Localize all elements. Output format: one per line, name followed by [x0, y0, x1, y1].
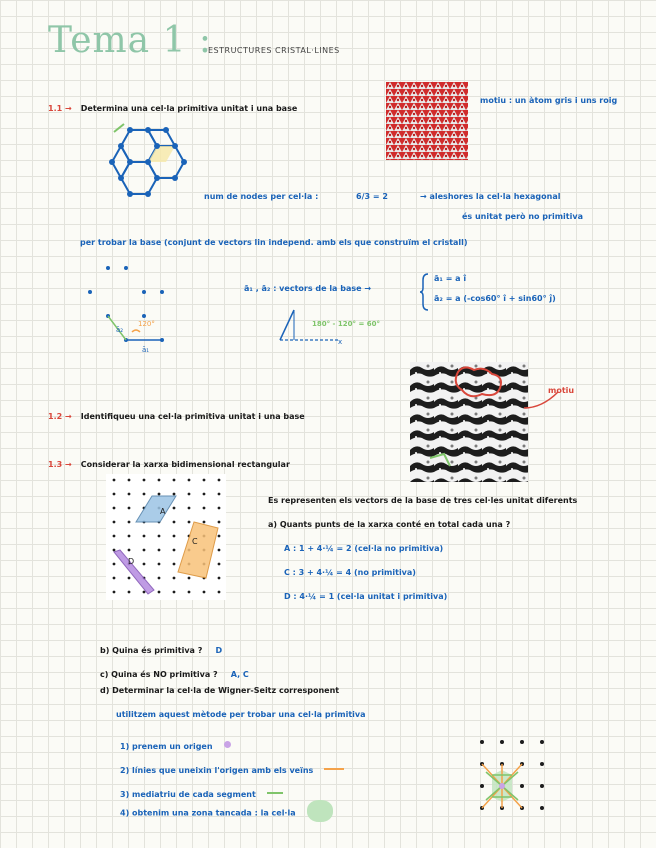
lattice-point: [173, 563, 176, 566]
a1-label: ā₁: [142, 346, 150, 354]
lattice-point: [218, 591, 221, 594]
lattice-point: [218, 563, 221, 566]
question-c-answer: A, C: [230, 670, 249, 679]
lattice-point: [218, 493, 221, 496]
axis-x-label: x: [338, 338, 343, 346]
origin-dot-icon: [224, 741, 231, 748]
lattice-point: [128, 507, 131, 510]
cell-label-d: D: [128, 557, 135, 566]
lattice-point: [173, 535, 176, 538]
lattice-point: [188, 521, 191, 524]
cell-label-c: C: [192, 537, 198, 546]
lattice-point: [188, 507, 191, 510]
lattice-point: [143, 479, 146, 482]
answer-d-cell: D : 4·¼ = 1 (cel·la unitat i primitiva): [284, 592, 448, 601]
lattice-point: [188, 479, 191, 482]
question-a: a) Quants punts de la xarxa conté en total cada una ?: [268, 520, 511, 529]
question-c-text: c) Quina és NO primitiva ?: [100, 670, 218, 679]
base-vectors-sketch: [84, 262, 174, 356]
equation-a2: ā₂ = a (-cos60° î + sin60° ĵ): [434, 294, 556, 303]
lattice-point: [188, 493, 191, 496]
lattice-point: [203, 493, 206, 496]
lattice-point: [218, 479, 221, 482]
question-b-text: b) Quina és primitiva ?: [100, 646, 203, 655]
page-title: Tema 1 :: [48, 20, 213, 61]
lattice-point: [158, 493, 161, 496]
crystal-pattern-image: [386, 82, 468, 160]
lattice-point: [113, 479, 116, 482]
exercise-1-1-heading: [48, 96, 297, 115]
lattice-point: [128, 521, 131, 524]
motif-label: motiu: [548, 386, 575, 395]
lattice-point: [173, 577, 176, 580]
exercise-statement: Considerar la xarxa bidimensional rectangular: [80, 460, 290, 469]
lattice-point: [113, 577, 116, 580]
nodes-value: 6/3 = 2: [356, 192, 388, 201]
lattice-point: [173, 479, 176, 482]
orange-line-icon: [324, 768, 344, 770]
lattice-point: [113, 535, 116, 538]
lattice-point: [113, 591, 116, 594]
step-3-text: 3) mediatriu de cada segment: [120, 790, 256, 799]
lattice-point: [128, 577, 131, 580]
exercise-1-2-heading: [48, 404, 305, 423]
lattice-point: [218, 549, 221, 552]
equation-a1: ā₁ = a î: [434, 274, 467, 283]
step-3: [120, 782, 283, 801]
step-2-text: 2) línies que uneixin l'origen amb els veïns: [120, 766, 314, 775]
lattice-point: [173, 549, 176, 552]
escher-pattern-image: [410, 362, 528, 482]
exercise-number: 1.2 →: [48, 412, 72, 421]
vectors-label: ā₁ , ā₂ : vectors de la base →: [244, 284, 372, 293]
base-text: per trobar la base (conjunt de vectors lin independ. amb els que construïm el cristall): [80, 238, 468, 247]
lattice-point: [158, 563, 161, 566]
page-subtitle: ESTRUCTURES CRISTAL·LINES: [208, 46, 340, 55]
motif-description: motiu : un àtom gris i uns roig: [480, 96, 618, 105]
lattice-point: [128, 493, 131, 496]
lattice-point: [188, 591, 191, 594]
lattice-point: [143, 549, 146, 552]
question-c: [100, 662, 249, 681]
conclusion-1: → aleshores la cel·la hexagonal: [420, 192, 561, 201]
question-b: [100, 638, 222, 657]
answer-c-cell: C : 3 + 4·¼ = 4 (no primitiva): [284, 568, 416, 577]
lattice-point: [158, 591, 161, 594]
question-b-answer: D: [215, 646, 223, 655]
exercise-statement: Identifiqueu una cel·la primitiva unitat i una base: [80, 412, 305, 421]
honeycomb-figure: [108, 118, 204, 198]
exercise-1-3-heading: [48, 452, 290, 471]
lattice-point: [188, 577, 191, 580]
lattice-point: [143, 563, 146, 566]
lattice-point: [113, 549, 116, 552]
lattice-point: [173, 591, 176, 594]
lattice-point: [158, 479, 161, 482]
angle-note: 180° - 120° = 60°: [312, 320, 380, 328]
lattice-point: [173, 493, 176, 496]
angle-120-label: 120°: [138, 320, 155, 328]
lattice-point: [128, 479, 131, 482]
lattice-point: [113, 493, 116, 496]
step-1: [120, 734, 231, 753]
wigner-seitz-cell-icon: [307, 800, 333, 822]
lattice-point: [158, 577, 161, 580]
step-4: [120, 800, 333, 822]
intro-text: Es representen els vectors de la base de tres cel·les unitat diferents: [268, 496, 578, 505]
step-2: [120, 758, 344, 777]
lattice-point: [203, 507, 206, 510]
lattice-point: [128, 535, 131, 538]
lattice-point: [113, 507, 116, 510]
lattice-point: [143, 535, 146, 538]
green-line-icon: [267, 792, 283, 794]
wigner-seitz-figure: [472, 734, 562, 820]
lattice-point: [173, 521, 176, 524]
exercise-statement: Determina una cel·la primitiva unitat i una base: [80, 104, 298, 113]
cell-label-a: A: [160, 507, 166, 516]
a2-label: ā₂: [116, 326, 124, 334]
rectangular-lattice-figure: [106, 474, 226, 600]
conclusion-2: és unitat però no primitiva: [462, 212, 583, 221]
lattice-point: [203, 591, 206, 594]
lattice-point: [218, 535, 221, 538]
lattice-point: [203, 479, 206, 482]
nodes-text: num de nodes per cel·la :: [204, 192, 319, 201]
lattice-point: [158, 535, 161, 538]
lattice-point: [128, 549, 131, 552]
lattice-point: [113, 521, 116, 524]
step-1-text: 1) prenem un origen: [120, 742, 213, 751]
exercise-number: 1.1 →: [48, 104, 72, 113]
lattice-point: [218, 521, 221, 524]
lattice-point: [158, 549, 161, 552]
lattice-point: [218, 577, 221, 580]
brace-icon: [420, 272, 430, 312]
lattice-point: [203, 521, 206, 524]
exercise-number: 1.3 →: [48, 460, 72, 469]
lattice-point: [218, 507, 221, 510]
lattice-point: [173, 507, 176, 510]
lattice-point: [128, 591, 131, 594]
answer-a-cell: A : 1 + 4·¼ = 2 (cel·la no primitiva): [284, 544, 444, 553]
lattice-point: [113, 563, 116, 566]
method-text: utilitzem aquest mètode per trobar una cel·la primitiva: [116, 710, 366, 719]
lattice-point: [143, 493, 146, 496]
question-d: d) Determinar la cel·la de Wigner-Seitz corresponent: [100, 686, 340, 695]
step-4-text: 4) obtenim una zona tancada : la cel·la: [120, 808, 296, 818]
